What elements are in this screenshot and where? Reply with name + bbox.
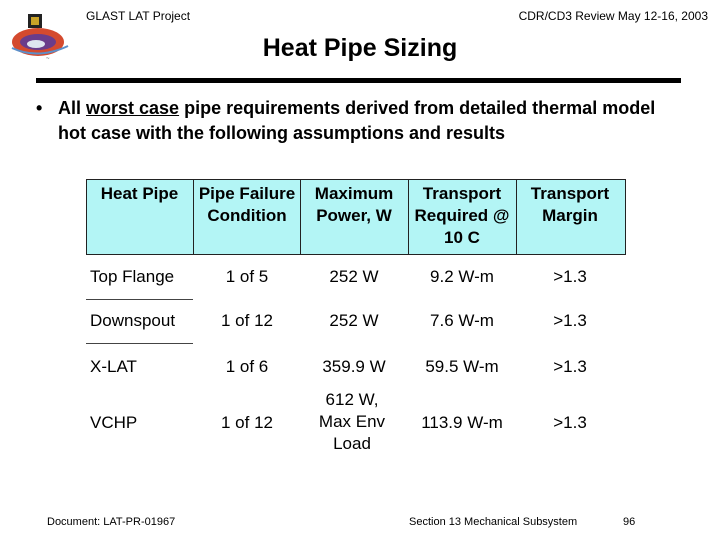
row-vchp-power: 612 W, Max Env Load — [318, 390, 386, 453]
row-vchp-failure: 1 of 12 — [221, 413, 273, 432]
header-divider — [193, 179, 194, 255]
row-x-lat-transport: 59.5 W-m — [425, 357, 499, 376]
page-title: Heat Pipe Sizing — [262, 34, 458, 62]
header-max-power: Maximum Power, W — [314, 184, 394, 225]
svg-text:~: ~ — [46, 56, 50, 62]
header-project: GLAST LAT Project — [86, 9, 191, 23]
header-divider — [300, 179, 301, 255]
bullet-text — [36, 96, 686, 146]
row-downspout-transport: 7.6 W-m — [430, 311, 494, 330]
title-divider — [36, 78, 681, 83]
row-downspout-failure: 1 of 12 — [221, 311, 273, 330]
header-transport-required: Transport Required @ 10 C — [414, 184, 510, 247]
row-x-lat-margin: >1.3 — [553, 357, 587, 376]
footer-page-number: 96 — [623, 516, 636, 528]
header-review: CDR/CD3 Review May 12-16, 2003 — [518, 9, 708, 23]
row-x-lat-power: 359.9 W — [322, 357, 386, 376]
bullet-underlined: worst case — [86, 98, 180, 118]
header-heat-pipe: Heat Pipe — [100, 184, 179, 203]
row-divider — [86, 299, 193, 300]
bullet-text-start: All — [58, 98, 87, 118]
footer-section: Section 13 Mechanical Subsystem — [409, 516, 578, 528]
row-vchp-transport: 113.9 W-m — [421, 413, 503, 432]
footer-document: Document: LAT-PR-01967 — [47, 516, 176, 528]
header-divider — [408, 179, 409, 255]
header-pipe-failure: Pipe Failure Condition — [198, 184, 296, 225]
row-top-flange-pipe: Top Flange — [90, 267, 175, 286]
bullet-text-end: pipe requirements derived from detailed thermal model hot case with the following assumptions and results — [58, 98, 656, 143]
row-top-flange-transport: 9.2 W-m — [430, 267, 494, 286]
row-top-flange-power: 252 W — [329, 267, 379, 286]
row-downspout-power: 252 W — [329, 311, 379, 330]
row-downspout-margin: >1.3 — [553, 311, 587, 330]
row-downspout-pipe: Downspout — [90, 311, 176, 330]
bullet-point — [36, 96, 686, 146]
row-vchp-margin: >1.3 — [553, 413, 587, 432]
bullet-dot-icon: • — [36, 98, 43, 118]
row-vchp-pipe: VCHP — [90, 413, 138, 432]
row-top-flange-failure: 1 of 5 — [225, 267, 269, 286]
header-divider — [516, 179, 517, 255]
row-top-flange-margin: >1.3 — [553, 267, 587, 286]
row-divider — [86, 343, 193, 344]
header-transport-margin: Transport Margin — [530, 184, 610, 225]
row-x-lat-pipe: X-LAT — [90, 357, 137, 376]
row-x-lat-failure: 1 of 6 — [225, 357, 269, 376]
